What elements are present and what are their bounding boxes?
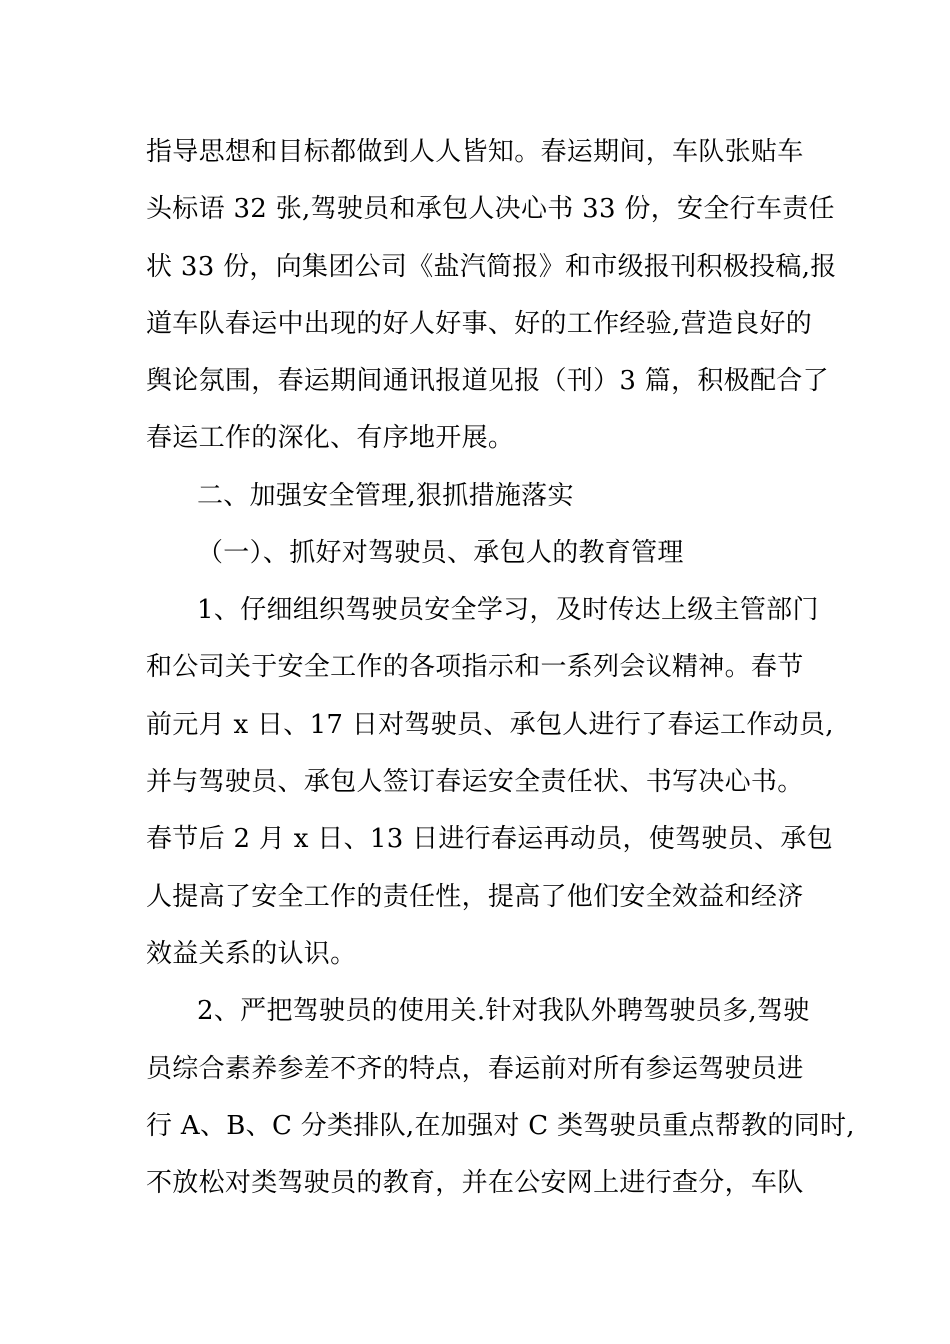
text-line: 状 33 份，向集团公司《盐汽简报》和市级报刊积极投稿,报 — [146, 252, 837, 282]
text-line: 舆论氛围，春运期间通讯报道见报（刊）3 篇，积极配合了 — [146, 366, 829, 396]
text-line: 员综合素养参差不齐的特点，春运前对所有参运驾驶员进 — [146, 1054, 804, 1084]
paragraph-start: 1、仔细组织驾驶员安全学习，及时传达上级主管部门 — [197, 595, 819, 625]
text-line: 行 A、B、C 分类排队,在加强对 C 类驾驶员重点帮教的同时, — [146, 1111, 855, 1141]
text-line: 春运工作的深化、有序地开展。 — [146, 423, 515, 453]
text-line: 指导思想和目标都做到人人皆知。春运期间，车队张贴车 — [146, 137, 804, 167]
text-line: 春节后 2 月 x 日、13 日进行春运再动员，使驾驶员、承包 — [146, 824, 833, 854]
text-line: 不放松对类驾驶员的教育，并在公安网上进行查分，车队 — [146, 1168, 804, 1198]
text-line: 前元月 x 日、17 日对驾驶员、承包人进行了春运工作动员, — [146, 710, 834, 740]
text-line: 头标语 32 张,驾驶员和承包人决心书 33 份，安全行车责任 — [146, 194, 835, 224]
text-line: 效益关系的认识。 — [146, 939, 357, 969]
paragraph-start: 2、严把驾驶员的使用关.针对我队外聘驾驶员多,驾驶 — [197, 996, 810, 1026]
section-heading: 二、加强安全管理,狠抓措施落实 — [197, 481, 574, 511]
text-line: 道车队春运中出现的好人好事、好的工作经验,营造良好的 — [146, 309, 813, 339]
text-line: 人提高了安全工作的责任性，提高了他们安全效益和经济 — [146, 882, 804, 912]
text-line: 并与驾驶员、承包人签订春运安全责任状、书写决心书。 — [146, 767, 804, 797]
subsection-heading: （一）、抓好对驾驶员、承包人的教育管理 — [197, 538, 684, 568]
text-line: 和公司关于安全工作的各项指示和一系列会议精神。春节 — [146, 652, 804, 682]
